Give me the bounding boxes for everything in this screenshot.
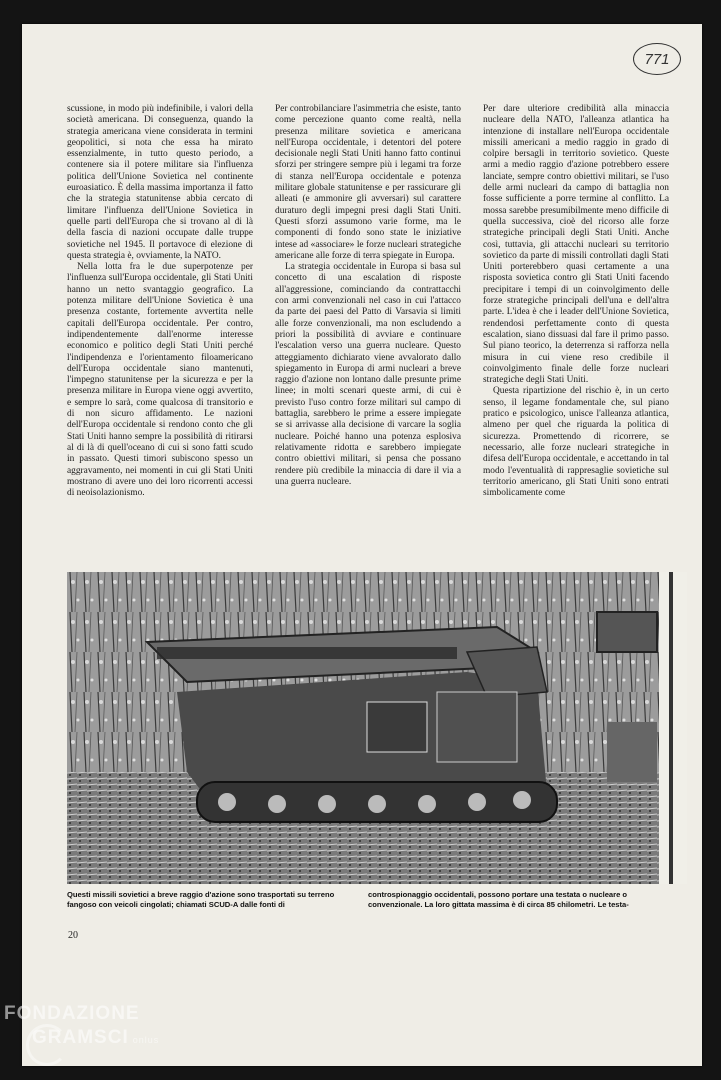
text-columns [67, 104, 669, 564]
paragraph: Questa ripartizione del rischio è, in un certo senso, il legame fondamentale che, sul piano pratico e psicologico, unisce l'alleanza atlantica, almeno per quel che riguarda la politica di sicurezza. Promettendo di ricorrere, se necessario, alle forze nucleari strategiche in difesa dell'Europa occidentale, e accettando in tal modo l'eventualità di rappresaglie sovietiche sul territorio americano, gli Stati Uniti sono entrati simbolicamente come [483, 386, 669, 499]
page-number: 20 [68, 930, 78, 941]
paragraph: Per dare ulteriore credibilità alla minaccia nucleare della NATO, l'alleanza atlantica ha intenzione di installare nell'Europa occidentale missili americani a medio raggio in grado di colpire bersagli in territorio sovietico. Queste armi a medio raggio d'azione potrebbero essere lanciate, sempre contro obiettivi militari, se l'uso delle armi nucleari da campo di battaglia non fosse sufficiente a porre termine al conflitto. La mossa sarebbe presumibilmente meno difficile di quella successiva, cioè del ricorso alle forze strategiche principali degli Stati Uniti. Anche così, tuttavia, gli attacchi nucleari su territorio sovietico da parte di missili controllati dagli Stati Uniti porterebbero quasi certamente a una risposta sovietica contro gli Stati Uniti facendo precipitare i tempi di un coinvolgimento delle forze strategiche principali dell'una e dell'altra parte. L'idea è che i leader dell'Unione Sovietica, rendendosi perfettamente conto di questa escalation, siano dissuasi dal fare il primo passo. Sul piano teorico, la deterrenza si rafforza nella misura in cui viene reso credibile il coinvolgimento finale delle forze nucleari strategiche degli Stati Uniti. [483, 104, 669, 386]
caption-left: Questi missili sovietici a breve raggio d'azione sono trasportati su terreno fangoso con veicoli cingolati; chiamati SCUD-A dalle fonti di [67, 890, 335, 909]
text-column-1 [67, 104, 253, 564]
photo-illustration [67, 572, 687, 884]
paragraph: Per controbilanciare l'asimmetria che esiste, tanto come percezione quanto come realtà, nella presenza militare sovietica e americana nell'Europa occidentale, i detentori del potere decisionale negli Stati Uniti hanno fatto continui sforzi per stringere sempre più i legami tra forze di stanza nell'Europa occidentale e potenza militare globale statunitense e per rassicurare gli alleati (e ammonire gli avversari) sul carattere duraturo degli impegni presi dagli Stati Uniti. Questi sforzi assumono varie forme, ma le componenti di fondo sono state le iniziative intese ad «associare» le forze nucleari strategiche americane alle forze di terra spiegate in Europa. [275, 104, 461, 261]
watermark-line-1: FONDAZIONE [4, 1003, 140, 1024]
paragraph: Nella lotta fra le due superpotenze per l'influenza sull'Europa occidentale, gli Stati Uniti hanno un netto svantaggio geografico. La potenza militare dell'Unione Sovietica è una presenza costante, fortemente avvertita nelle capitali dell'Europa occidentale. Per contro, indipendentemente dall'enorme interesse economico e politico degli Stati Uniti perché l'indipendenza e l'orientamento filoamericano dell'Europa occidentale siano mantenuti, l'impegno statunitense per la sicurezza e per la presenza militare in Europa viene oggi avvertito, e sempre lo sarà, come qualcosa di transitorio e di non sicuro affidamento. Le nazioni dell'Europa occidentale si rendono conto che gli Stati Uniti hanno sempre la possibilità di ritirarsi al di là di quell'oceano di cui si sono fatti scudo in passato. Questi timori subiscono spesso un aggravamento, nei momenti in cui gli Stati Uniti mostrano di avere uno dei loro ricorrenti accessi di neoisolazionismo. [67, 262, 253, 499]
photo-caption [67, 890, 647, 910]
text-column-3 [483, 104, 669, 564]
watermark-line-2-text: GRAMSCI [32, 1027, 129, 1048]
watermark-sub: onlus [132, 1035, 160, 1045]
paragraph: La strategia occidentale in Europa si basa sul concetto di una escalation di risposte all'aggressione, cominciando da contrattacchi con armi convenzionali nel caso in cui l'attacco da parte dei paesi del Patto di Varsavia si limiti alle forze convenzionali, ma non escludendo a priori la possibilità di avviare e continuare l'escalation verso una guerra nucleare. Questo atteggiamento dichiarato viene avvalorato dallo spiegamento in Europa di armi nucleari a breve raggio d'azione non lontano dalle presunte prime linee; in molti scenari queste armi, di cui è previsto l'uso contro forze militari sul campo di battaglia, sarebbero le prime a essere impiegate se si arrivasse alla decisione di varcare la soglia nucleare. Poiché hanno una potenza esplosiva relativamente ridotta e sarebbero impiegate contro obiettivi militari, si pensa che possano rendere più credibile la minaccia di dare il via a una guerra nucleare. [275, 262, 461, 487]
caption-right: controspionaggio occidentali, possono portare una testata o nucleare o convenzionale. La loro gittata massima è di circa 85 chilometri. Le testa- [368, 890, 629, 909]
missile-vehicle-photo [67, 572, 687, 884]
text-column-2 [275, 104, 461, 564]
paragraph: scussione, in modo più indefinibile, i valori della società americana. Di conseguenza, quando la strategia americana viene considerata in termini geopolitici, si nota che essa ha mirato essenzialmente, in tutto questo periodo, a contenere sia il potere militare sia l'influenza politica dell'Unione Sovietica nel continente euroasiatico. È della massima importanza il fatto che la strategia statunitense abbia cercato di limitare l'influenza dell'Unione Sovietica in quelle parti dell'Europa che si trovano al di là della fascia di nazioni occupate dalle truppe sovietiche nel 1945. Il portavoce di elezione di questa strategia è, ovviamente, la NATO. [67, 104, 253, 261]
archive-number-stamp: 771 [633, 43, 681, 75]
watermark-logo-icon [26, 1024, 68, 1066]
document-page [22, 24, 702, 1066]
